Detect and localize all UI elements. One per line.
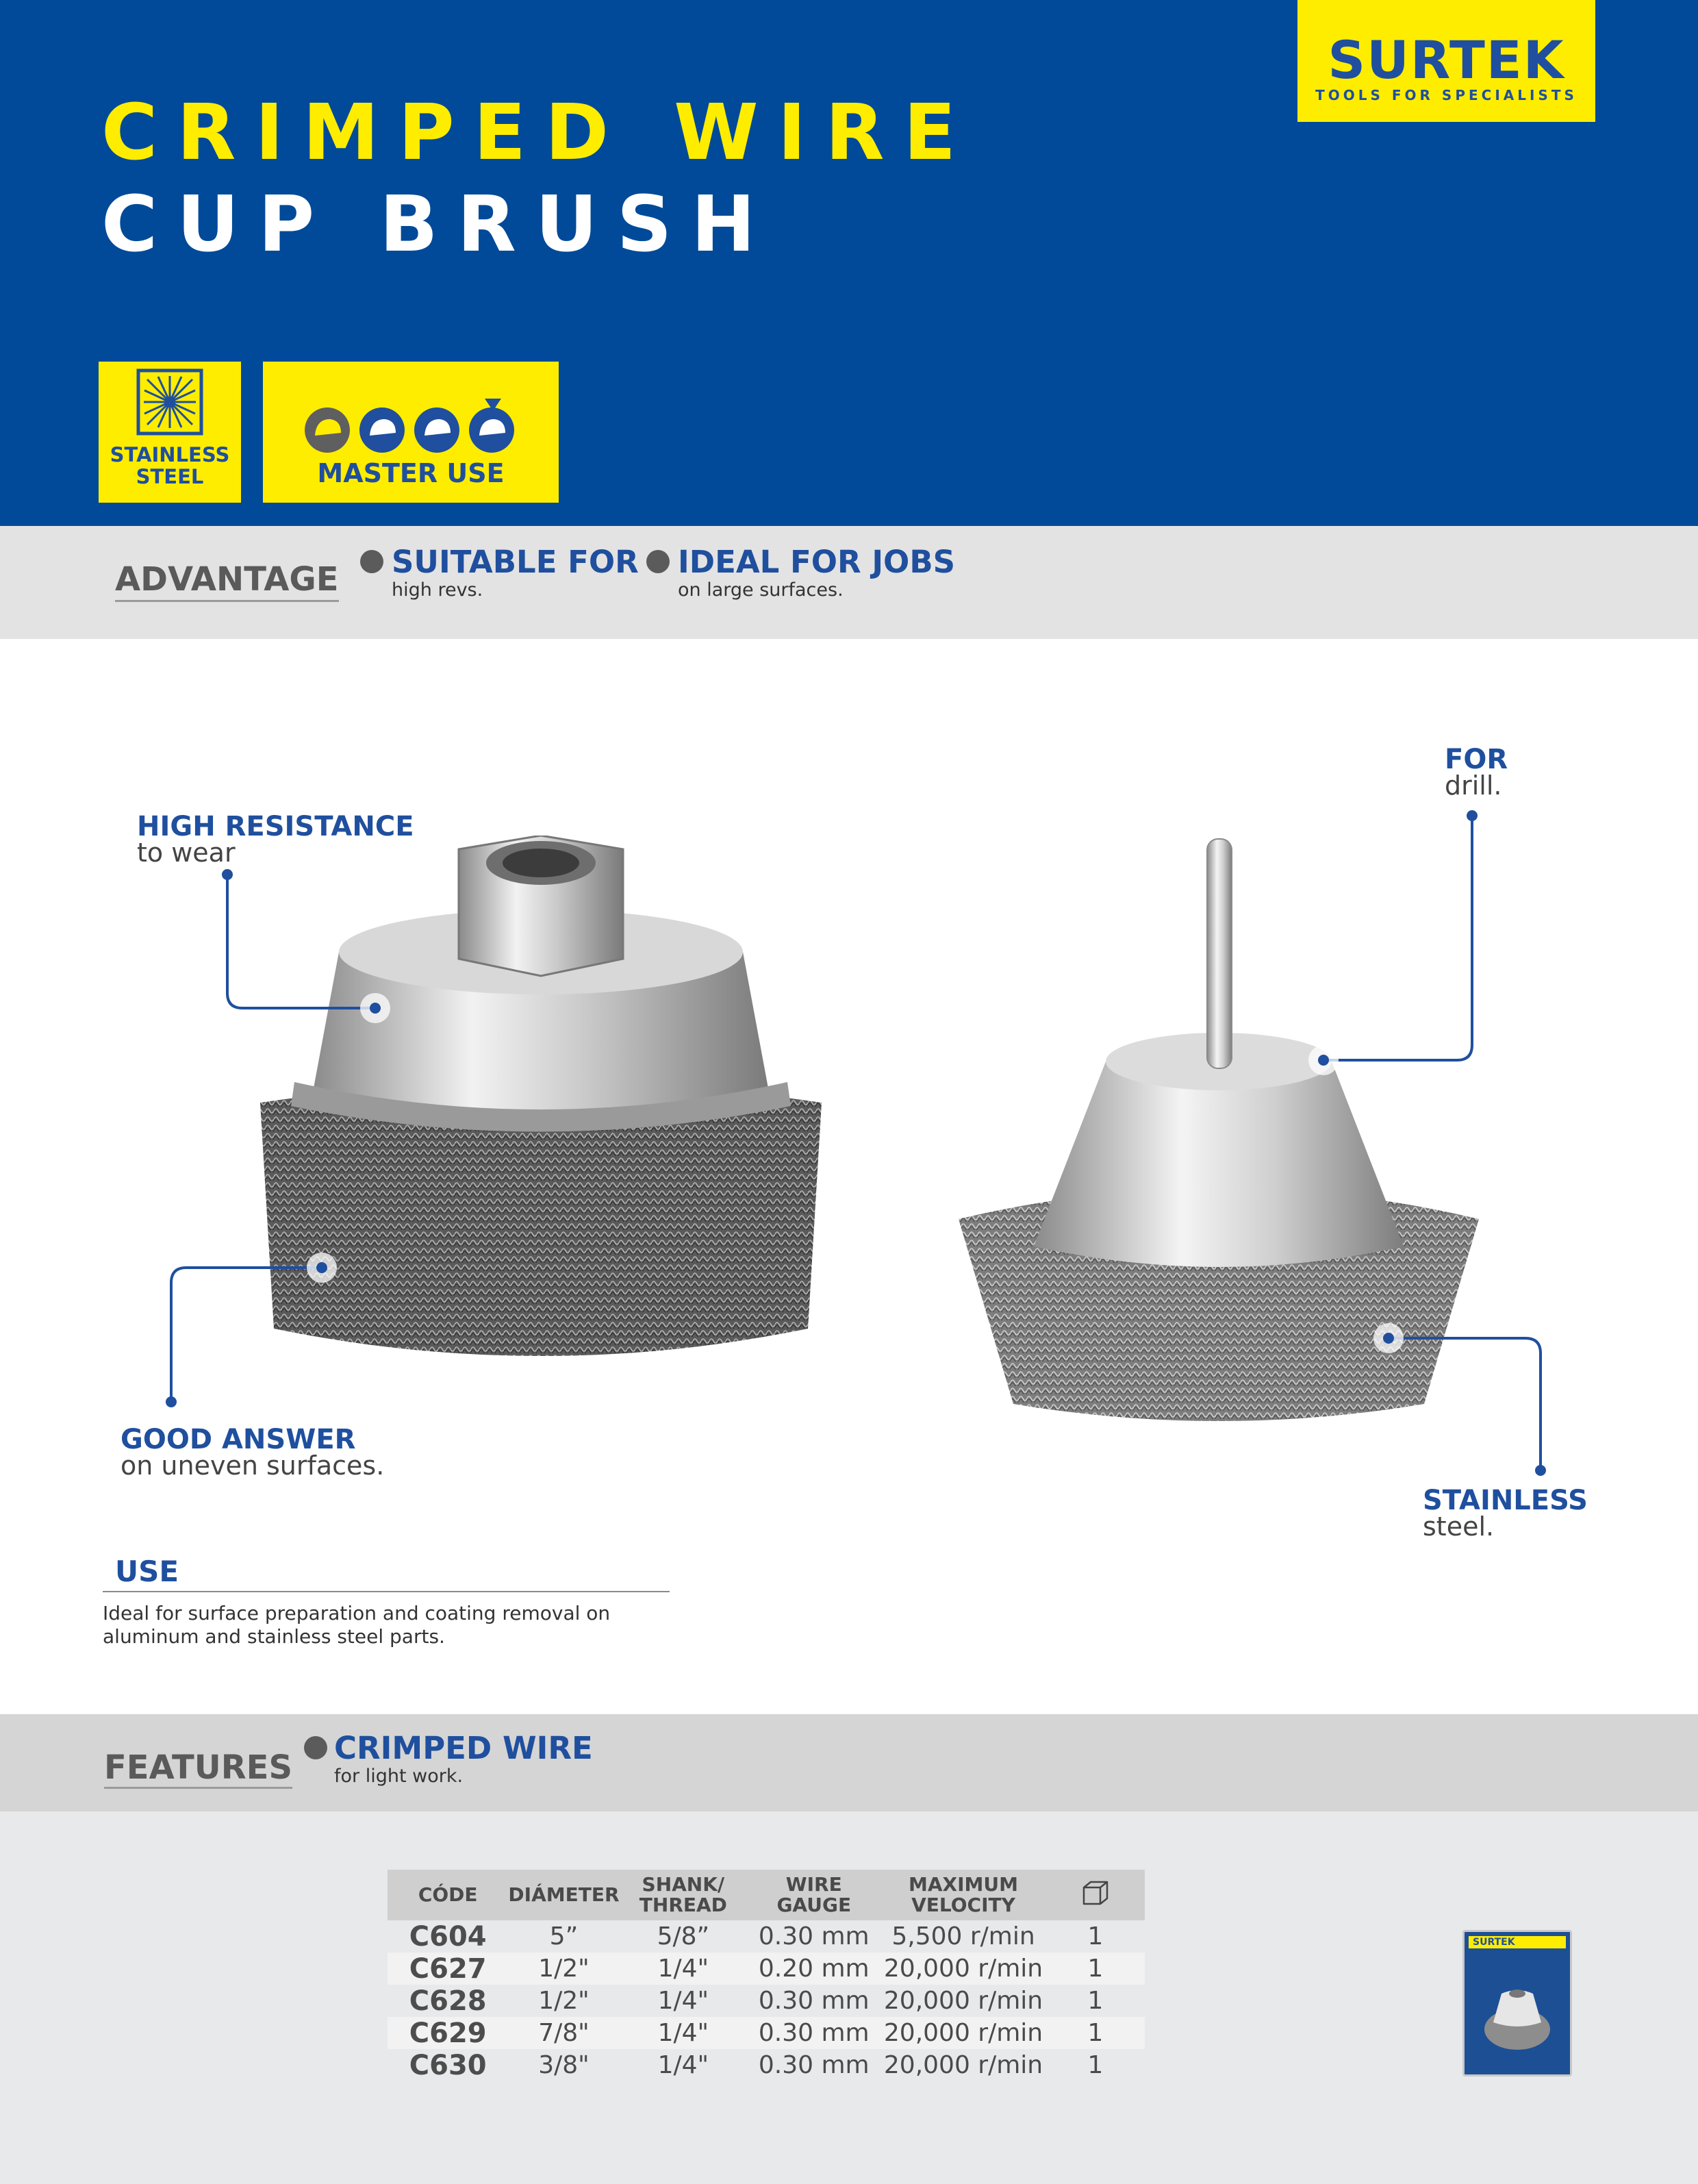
- use-label: USE: [115, 1555, 179, 1588]
- col-code-header: CÓDE: [388, 1870, 508, 1920]
- cell-gauge: 0.30 mm: [747, 2017, 880, 2049]
- bullet-dot: [304, 1736, 327, 1759]
- cell-velocity: 20,000 r/min: [880, 2017, 1046, 2049]
- advantage-label: ADVANTAGE: [115, 560, 339, 602]
- velocity-header-line2: VELOCITY: [911, 1894, 1015, 1916]
- cell-shank: 1/4": [657, 1987, 709, 2015]
- cell-shank: 1/4": [620, 2017, 748, 2049]
- cell-qty: 1: [1087, 1987, 1104, 2015]
- cell-gauge: 0.30 mm: [758, 1987, 870, 2015]
- callout-for-title: FOR: [1445, 744, 1508, 775]
- package-box-icon: [1081, 1879, 1110, 1907]
- advantage-item-1-subtitle: high revs.: [392, 579, 483, 601]
- cell-qty: 1: [1087, 1922, 1104, 1950]
- shank-header-line2: THREAD: [639, 1894, 727, 1916]
- cell-velocity: 20,000 r/min: [883, 1987, 1043, 2015]
- stainless-label-line1: STAINLESS: [110, 443, 230, 466]
- cell-diameter: 1/2": [538, 1987, 590, 2015]
- use-description: [103, 1602, 678, 1648]
- advantage-item-2-title: IDEAL FOR JOBS: [678, 544, 956, 580]
- cell-velocity: 20,000 r/min: [883, 2051, 1043, 2079]
- cell-gauge: 0.30 mm: [758, 1922, 870, 1950]
- cell-shank: 5/8”: [657, 1922, 710, 1950]
- logo-tagline: TOOLS FOR SPECIALISTS: [1315, 87, 1577, 103]
- cell-shank: 1/4": [657, 2051, 709, 2079]
- stainless-label-line2: STEEL: [136, 465, 204, 488]
- package-brand-text: SURTEK: [1473, 1937, 1515, 1948]
- advantage-item-2-subtitle: on large surfaces.: [678, 579, 844, 601]
- shank-header-line1: SHANK/: [642, 1873, 725, 1896]
- callout-stainless-subtitle: steel.: [1423, 1511, 1495, 1542]
- table-row: [388, 1985, 1145, 2017]
- cell-diameter: 5”: [549, 1922, 579, 1950]
- cell-code: C630: [409, 2049, 487, 2081]
- table-row: [388, 1953, 1145, 1985]
- cell-qty: 1: [1087, 2051, 1104, 2079]
- cell-shank: 1/4": [620, 1953, 748, 1985]
- logo-wordmark: SURTEK: [1328, 29, 1565, 90]
- cell-diameter: 1/2": [508, 1953, 619, 1985]
- col-gauge-header: WIRE GAUGE: [747, 1870, 880, 1920]
- cell-diameter: 7/8": [508, 2017, 619, 2049]
- callout-high-resistance-title: HIGH RESISTANCE: [137, 811, 414, 842]
- col-qty-header: [1046, 1870, 1145, 1920]
- feature-item-1-title: CRIMPED WIRE: [334, 1730, 593, 1766]
- table-row: [388, 1920, 1145, 1953]
- cell-qty: 1: [1046, 1953, 1145, 1985]
- col-shank-header: [620, 1870, 748, 1920]
- use-text-line1: Ideal for surface preparation and coating removal on: [103, 1602, 611, 1624]
- cell-code: C627: [388, 1953, 508, 1985]
- advantage-item-1-title: SUITABLE FOR: [392, 544, 639, 580]
- col-diameter-header: DIÁMETER: [508, 1870, 619, 1920]
- feature-item-1-subtitle: for light work.: [334, 1766, 464, 1787]
- table-header-row: [388, 1870, 1145, 1920]
- features-label: FEATURES: [104, 1748, 292, 1789]
- cell-code: C628: [409, 1985, 487, 2017]
- product-title-line1: CRIMPED WIRE: [101, 88, 976, 177]
- cell-gauge: 0.30 mm: [758, 2051, 870, 2079]
- use-text-line2: aluminum and stainless steel parts.: [103, 1625, 445, 1648]
- master-use-label: MASTER USE: [317, 458, 505, 488]
- cell-velocity: 5,500 r/min: [891, 1922, 1035, 1950]
- callout-good-answer-title: GOOD ANSWER: [121, 1424, 356, 1455]
- callout-stainless-title: STAINLESS: [1423, 1485, 1588, 1516]
- cell-code: C629: [388, 2017, 508, 2049]
- cell-gauge: 0.20 mm: [747, 1953, 880, 1985]
- col-velocity-header: [880, 1870, 1046, 1920]
- use-divider: [103, 1591, 670, 1592]
- product-title-line2: CUP BRUSH: [101, 180, 775, 269]
- cell-diameter: 3/8": [538, 2051, 590, 2079]
- package-brand-bar: [1469, 1936, 1566, 1948]
- callout-good-answer-subtitle: on uneven surfaces.: [121, 1451, 385, 1481]
- cell-velocity: 20,000 r/min: [880, 1953, 1046, 1985]
- velocity-header-line1: MAXIMUM: [909, 1873, 1019, 1896]
- table-row: [388, 2017, 1145, 2049]
- cell-qty: 1: [1046, 2017, 1145, 2049]
- callout-high-resistance-subtitle: to wear: [137, 838, 236, 868]
- callout-for-subtitle: drill.: [1445, 770, 1502, 801]
- table-row: [388, 2049, 1145, 2081]
- package-brush-icon: [1480, 1974, 1555, 2057]
- spec-table: [388, 1870, 1145, 2081]
- package-image: [1462, 1930, 1572, 2076]
- cell-code: C604: [409, 1920, 487, 1953]
